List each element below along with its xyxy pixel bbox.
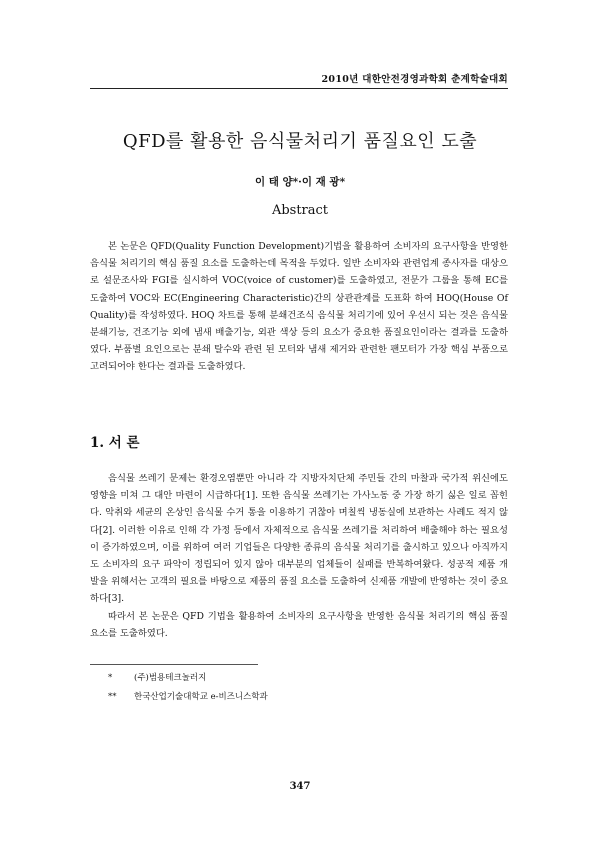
section-body-introduction <box>90 470 508 642</box>
footnote <box>108 688 268 707</box>
running-header: 2010년 대한안전경영과학회 춘계학술대회 <box>321 74 508 85</box>
author-line: 이 태 양*·이 재 광* <box>254 176 346 188</box>
footnote-text: 한국산업기술대학교 e-비즈니스학과 <box>134 692 268 702</box>
footnote <box>108 669 268 688</box>
section-heading-introduction: 1. 서 론 <box>90 435 140 451</box>
footnote-rule <box>90 664 258 665</box>
abstract-heading: Abstract <box>271 203 329 218</box>
footnote-mark: ** <box>108 692 117 702</box>
header-rule <box>90 88 508 89</box>
paper-title: QFD를 활용한 음식물처리기 품질요인 도출 <box>122 131 478 152</box>
footnote-text: (주)범용테크놀러지 <box>134 673 207 683</box>
footnotes <box>108 669 268 707</box>
abstract-paragraph: 본 논문은 QFD(Quality Function Development)기법을 활용하여 소비자의 요구사항을 반영한 음식물 처리기의 핵심 품질 요소를 도출하는데 목적을 두었다. 일반 소비자와 관련업계 종사자를 대상으로 설문조사와 FGI를 실시하여 VOC(voice of customer)를 도출하였고, 전문가 그룹을 통해 EC를 도출하여 VOC와 EC(Engineering Characteristic)간의 상관관계를 도표화 하여 HOQ(House Of Quality)를 작성하였다. HOQ 차트를 통해 분쇄건조식 음식물 처리기에 있어 우선시 되는 것은 음식물 분쇄기능, 건조기능 외에 냄새 배출기능, 외관 색상 등의 요소가 중요한 품질요인이라는 결과를 도출하였다. 부품별 요인으로는 분쇄 탈수와 관련 된 모터와 냄새 제거와 관련한 팬모터가 가장 핵심 부품으로 고려되어야 한다는 결과를 도출하였다. <box>90 241 508 373</box>
page-number: 347 <box>289 781 311 792</box>
footnote-mark: * <box>108 673 113 683</box>
abstract-body <box>90 238 508 376</box>
body-paragraph: 음식물 쓰레기 문제는 환경오염뿐만 아니라 각 지방자치단체 주민들 간의 마찰과 국가적 위신에도 영향을 미쳐 그 대안 마련이 시급하다[1]. 또한 음식물 쓰레기는 가사노동 중 가장 하기 싫은 일로 꼽힌다. 악취와 세균의 온상인 음식물 수거 통을 이용하기 귀찮아 며칠씩 냉동실에 보관하는 사례도 적지 않다[2]. 이러한 이유로 인해 각 가정 등에서 자체적으로 음식물 쓰레기를 처리하여 배출해야 하는 필요성이 증가하였으며, 이를 위하여 여러 기업들은 다양한 종류의 음식물 처리기를 출시하고 있으나 아직까지도 소비자의 요구 파악이 정립되어 있지 않아 대부분의 업체들이 실패를 반복하여왔다. 성공적 제품 개발을 위해서는 고객의 필요를 바탕으로 제품의 품질 요소를 도출하여 신제품 개발에 반영하는 것이 중요하다[3]. <box>90 473 508 605</box>
body-paragraph: 따라서 본 논문은 QFD 기법을 활용하여 소비자의 요구사항을 반영한 음식물 처리기의 핵심 품질 요소를 도출하였다. <box>90 610 508 639</box>
